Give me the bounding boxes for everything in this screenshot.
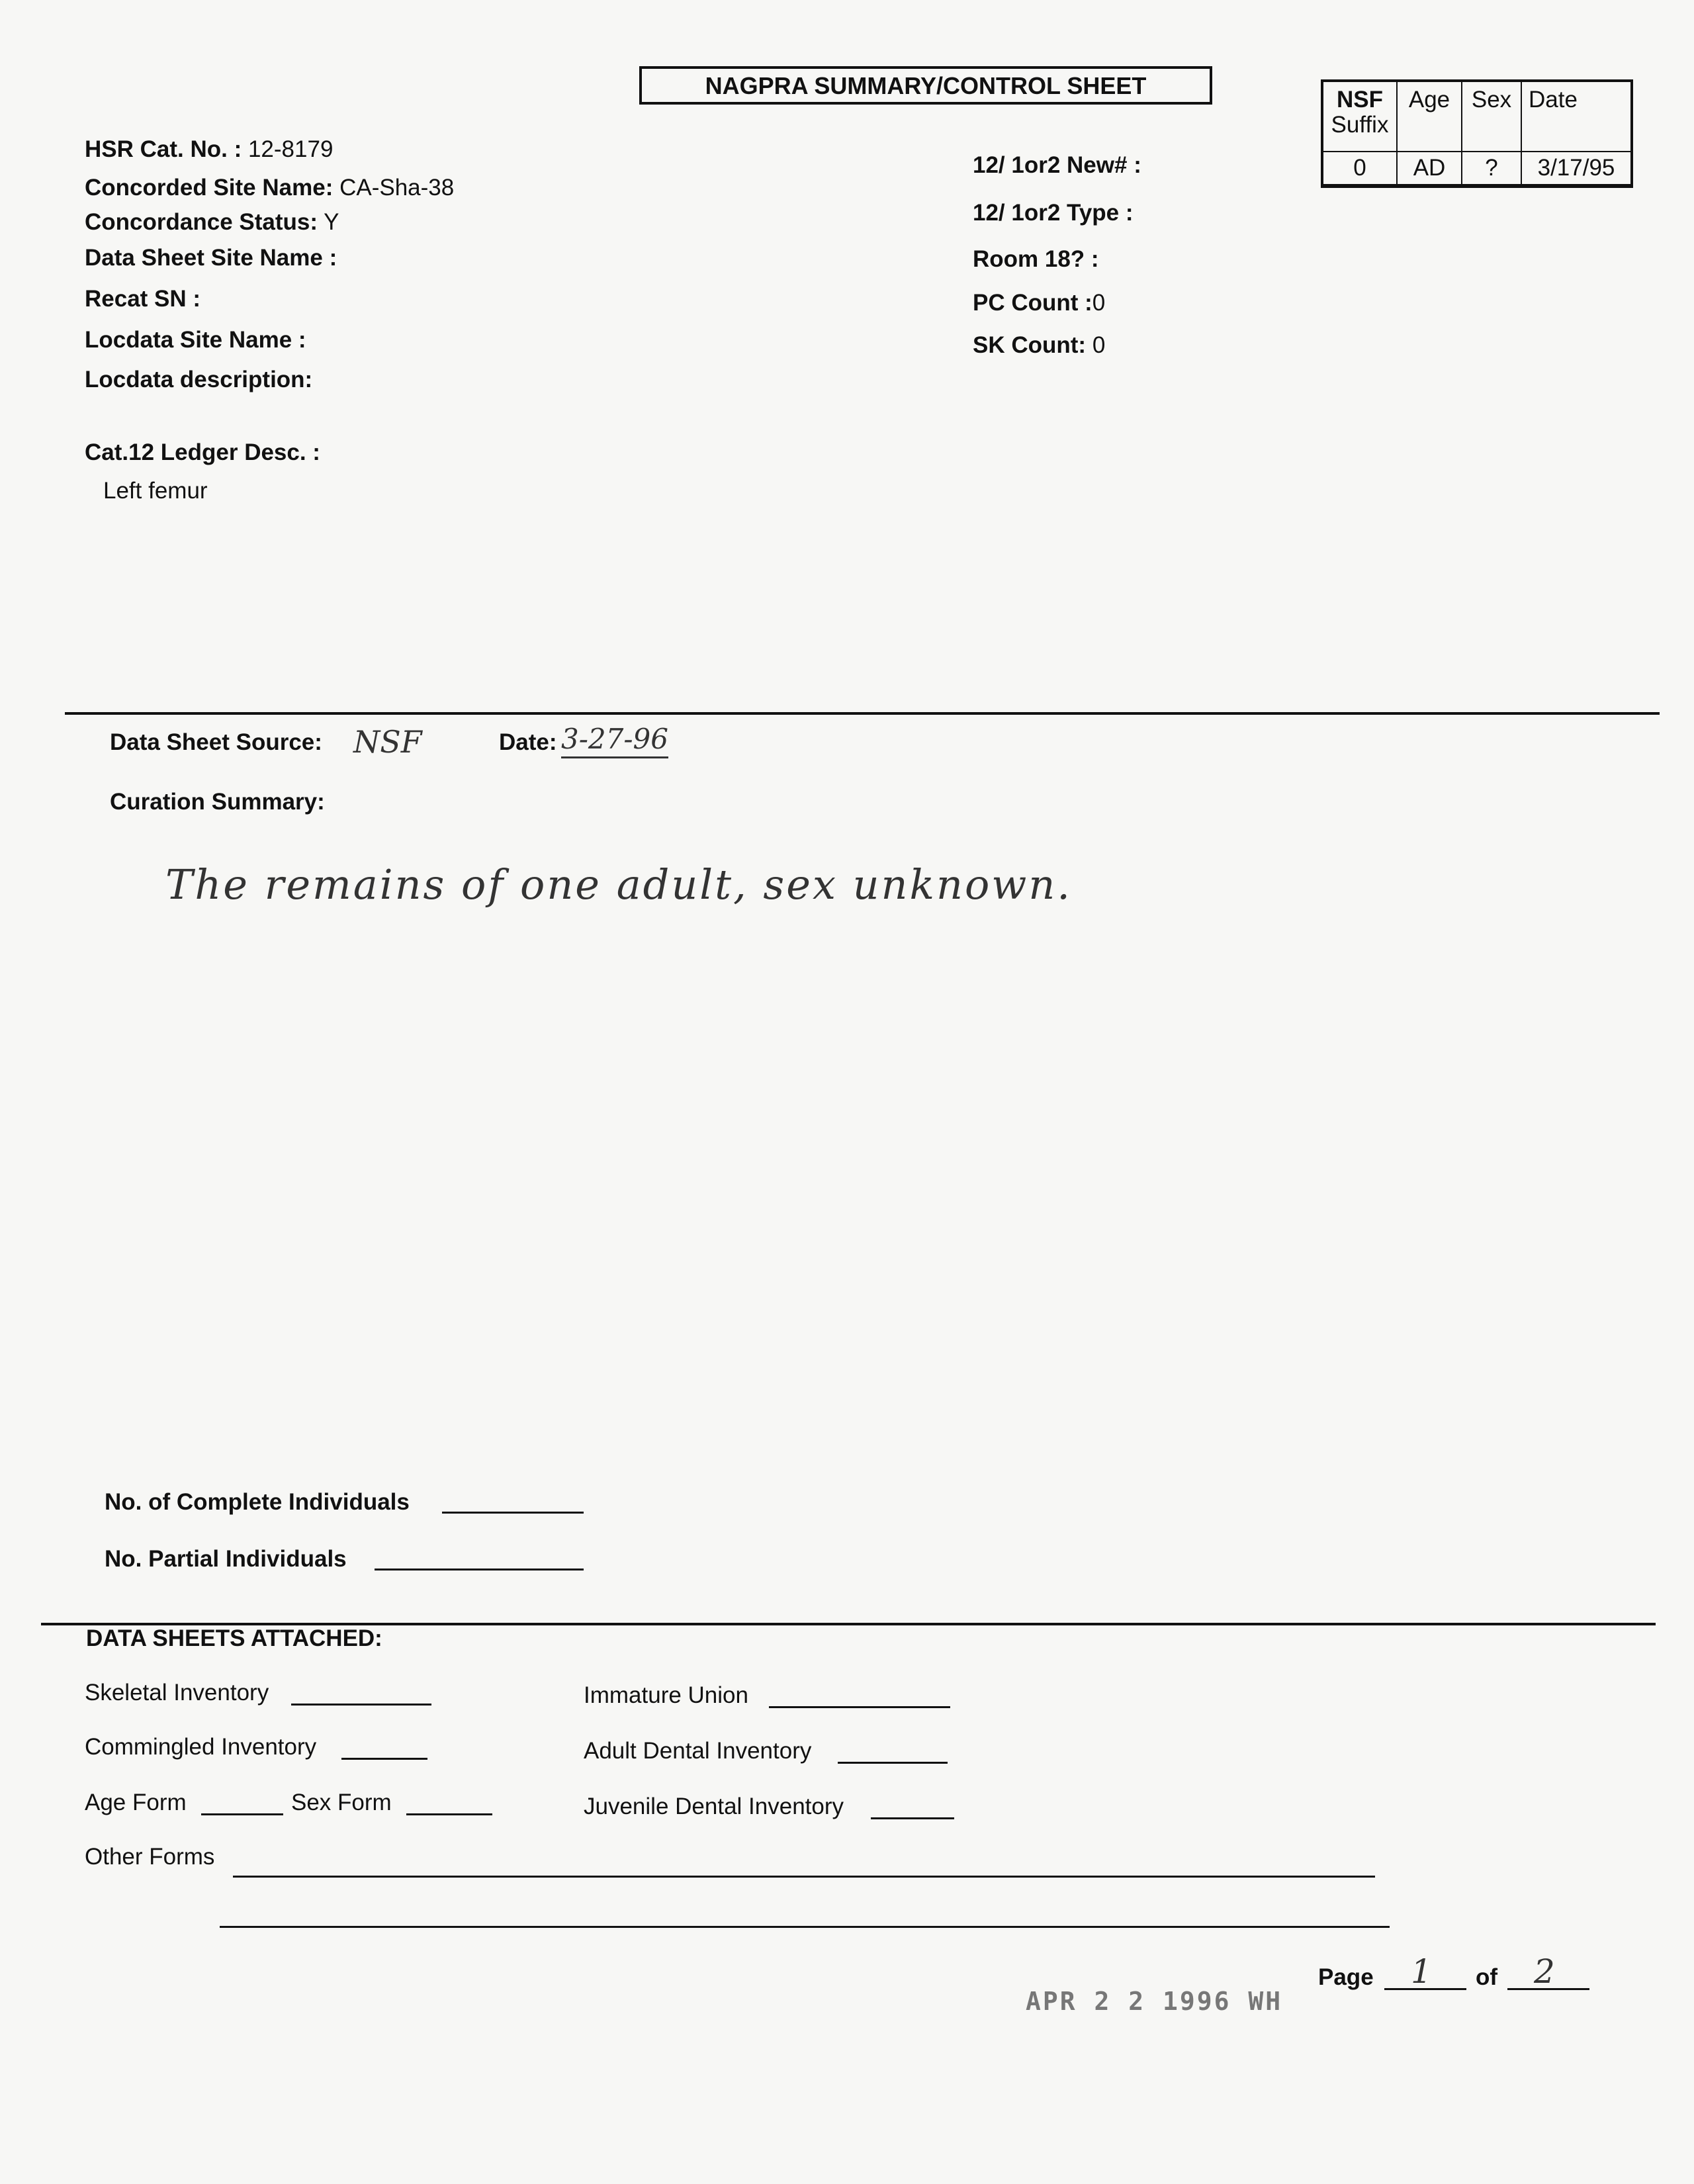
commingled-inventory-line <box>341 1758 427 1760</box>
recat-sn-label: Recat SN : <box>85 286 201 312</box>
partial-individuals-label: No. Partial Individuals <box>105 1546 347 1572</box>
other-forms-line-2 <box>220 1926 1390 1928</box>
data-sheet-site-label: Data Sheet Site Name : <box>85 245 337 271</box>
ledger-desc-value: Left femur <box>103 478 208 504</box>
partial-individuals-line <box>375 1569 584 1570</box>
concorded-site-value: CA-Sha-38 <box>339 175 455 201</box>
page-label: Page <box>1318 1964 1374 1990</box>
sex-form-line <box>406 1813 492 1815</box>
locdata-site-label: Locdata Site Name : <box>85 327 306 353</box>
received-date-stamp: APR 2 2 1996 WH <box>1026 1987 1283 2016</box>
type-label: 12/ 1or2 Type : <box>973 200 1134 226</box>
curation-summary-label: Curation Summary: <box>110 789 325 815</box>
nsf-suffix-header <box>1322 81 1397 152</box>
other-forms-label: Other Forms <box>85 1844 215 1870</box>
juvenile-dental-line <box>871 1817 954 1819</box>
concordance-status-label: Concordance Status: <box>85 209 318 235</box>
sk-count-field <box>973 332 1105 359</box>
date-value: 3-27-96 <box>561 723 668 758</box>
juvenile-dental-label: Juvenile Dental Inventory <box>584 1794 844 1819</box>
concordance-status-field <box>85 209 339 236</box>
nsf-suffix-cell: 0 <box>1322 152 1397 186</box>
age-cell: AD <box>1397 152 1462 186</box>
data-sheet-source-value: NSF <box>353 724 422 760</box>
hsr-cat-value: 12-8179 <box>247 136 334 162</box>
age-form-line <box>201 1813 283 1815</box>
commingled-inventory-label: Commingled Inventory <box>85 1734 317 1760</box>
page-total-value: 2 <box>1534 1952 1555 1991</box>
age-header: Age <box>1397 81 1462 152</box>
of-label: of <box>1476 1964 1498 1990</box>
new-number-label: 12/ 1or2 New# : <box>973 152 1141 178</box>
data-sheets-heading: DATA SHEETS ATTACHED: <box>86 1625 382 1651</box>
pc-count-value: 0 <box>1092 290 1106 316</box>
pc-count-field <box>973 290 1105 316</box>
date-label: Date: <box>499 729 557 755</box>
nsf-table-header-row <box>1322 81 1632 152</box>
room-18-label: Room 18? : <box>973 246 1099 272</box>
nsf-table <box>1321 79 1633 188</box>
date-header: Date <box>1521 81 1632 152</box>
complete-individuals-line <box>442 1512 584 1514</box>
sk-count-value: 0 <box>1092 332 1106 358</box>
page-number-value: 1 <box>1411 1952 1432 1991</box>
data-sheet-source-label: Data Sheet Source: <box>110 729 322 755</box>
concorded-site-label: Concorded Site Name: <box>85 175 334 201</box>
adult-dental-label: Adult Dental Inventory <box>584 1738 812 1764</box>
immature-union-line <box>769 1706 950 1708</box>
sk-count-label: SK Count: <box>973 332 1087 358</box>
immature-union-label: Immature Union <box>584 1682 748 1708</box>
sex-form-label: Sex Form <box>291 1790 392 1815</box>
skeletal-inventory-line <box>291 1704 431 1706</box>
other-forms-line-1 <box>233 1876 1375 1878</box>
skeletal-inventory-label: Skeletal Inventory <box>85 1680 269 1706</box>
concorded-site-field <box>85 175 454 201</box>
concordance-status-value: Y <box>324 209 339 235</box>
hsr-cat-field <box>85 136 333 163</box>
ledger-desc-label: Cat.12 Ledger Desc. : <box>85 439 320 465</box>
sex-cell: ? <box>1462 152 1521 186</box>
form-title: NAGPRA SUMMARY/CONTROL SHEET <box>639 66 1212 105</box>
nsf-header-line2: Suffix <box>1331 112 1389 138</box>
hsr-cat-label: HSR Cat. No. : <box>85 136 242 162</box>
date-cell: 3/17/95 <box>1521 152 1632 186</box>
complete-individuals-label: No. of Complete Individuals <box>105 1489 410 1515</box>
section-divider-top <box>65 712 1660 715</box>
curation-summary-text: The remains of one adult, sex unknown. <box>165 860 1073 909</box>
pc-count-label: PC Count : <box>973 290 1092 316</box>
nsf-table-row <box>1322 152 1632 186</box>
nsf-header-line1: NSF <box>1337 87 1383 113</box>
age-form-label: Age Form <box>85 1790 187 1815</box>
sex-header: Sex <box>1462 81 1521 152</box>
locdata-description-label: Locdata description: <box>85 367 313 392</box>
adult-dental-line <box>838 1762 948 1764</box>
